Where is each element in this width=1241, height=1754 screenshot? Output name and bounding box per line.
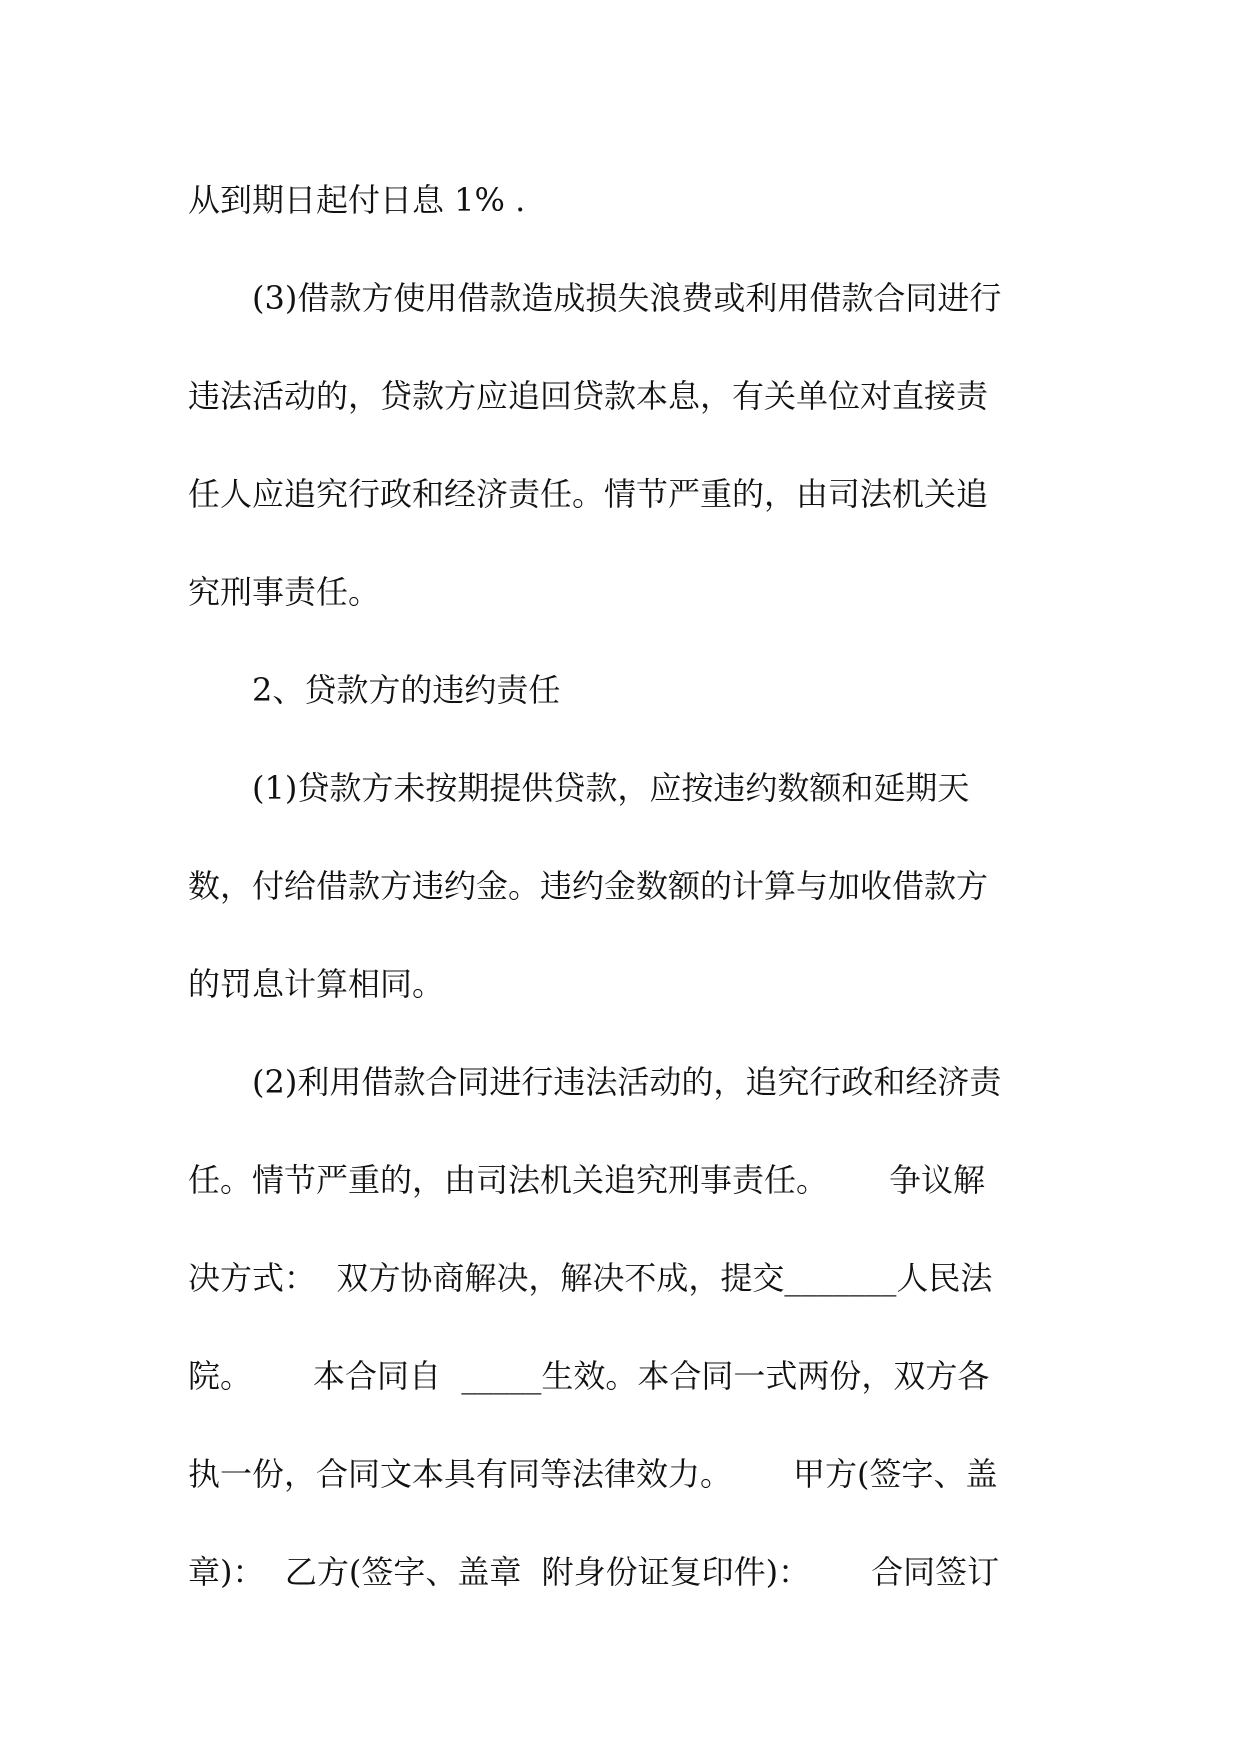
text-line: 决方式： 双方协商解决，解决不成，提交_______人民法 xyxy=(188,1259,993,1297)
section-heading-lender-liability: 2、贷款方的违约责任 xyxy=(252,671,561,709)
text-line: 数，付给借款方违约金。违约金数额的计算与加收借款方 xyxy=(188,867,989,905)
text-line: 违法活动的，贷款方应追回贷款本息，有关单位对直接责 xyxy=(188,377,989,415)
clause-3-start: (3)借款方使用借款造成损失浪费或利用借款合同进行 xyxy=(252,279,1002,317)
text-line: 任。情节严重的，由司法机关追究刑事责任。 争议解 xyxy=(188,1161,986,1199)
text-line: 院。 本合同自 _____生效。本合同一式两份，双方各 xyxy=(188,1357,990,1395)
clause-1-start: (1)贷款方未按期提供贷款，应按违约数额和延期天 xyxy=(252,769,970,807)
text-line: 任人应追究行政和经济责任。情节严重的，由司法机关追 xyxy=(188,475,989,513)
text-line: 从到期日起付日息 1% . xyxy=(188,181,526,219)
text-line: 究刑事责任。 xyxy=(188,573,381,611)
text-line: 执一份，合同文本具有同等法律效力。 甲方(签字、盖 xyxy=(188,1455,998,1493)
text-line: 的罚息计算相同。 xyxy=(188,965,445,1003)
text-line: 章)： 乙方(签字、盖章 附身份证复印件)： 合同签订 xyxy=(188,1553,1000,1591)
clause-2-start: (2)利用借款合同进行违法活动的，追究行政和经济责 xyxy=(252,1063,1002,1101)
